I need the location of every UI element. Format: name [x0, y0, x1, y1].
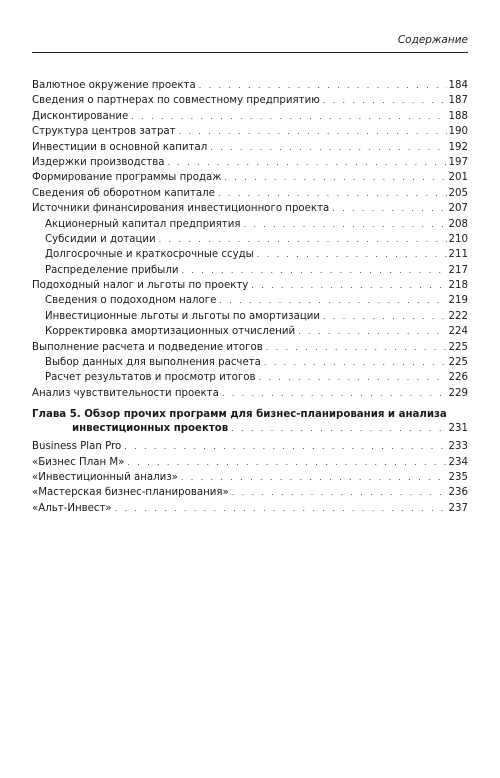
- toc-entry-title: «Альт-Инвест»: [32, 502, 112, 514]
- dot-leader: [232, 485, 447, 500]
- toc-entry-title: Business Plan Pro: [32, 441, 122, 453]
- toc-entry-title: Распределение прибыли: [45, 264, 179, 276]
- toc-entry-title: Корректировка амортизационных отчислений: [45, 326, 296, 338]
- toc-entry[interactable]: [32, 370, 468, 385]
- toc-entry[interactable]: [32, 155, 468, 170]
- toc-entry-title: «Инвестиционный анализ»: [32, 471, 178, 483]
- dot-leader: [159, 232, 447, 247]
- toc-entry[interactable]: [32, 501, 468, 516]
- toc-entry-page-number: 237: [448, 502, 468, 514]
- toc-entry[interactable]: [32, 170, 468, 185]
- toc-entry-page-number: 210: [448, 233, 468, 245]
- toc-entry-title: Сведения о партнерах по совместному предприятию: [32, 95, 320, 107]
- chapter-title-line1: Глава 5. Обзор прочих программ для бизнес-планирования и анализа: [32, 409, 447, 421]
- toc-entry-title: Сведения об оборотном капитале: [32, 187, 215, 199]
- toc-entry-page-number: 201: [448, 172, 468, 184]
- toc-entry[interactable]: [32, 355, 468, 370]
- dot-leader: [127, 455, 446, 470]
- toc-entry-title: Акционерный капитал предприятия: [45, 218, 241, 230]
- toc-entry-page-number: 205: [448, 187, 468, 199]
- toc-entry-page-number: 197: [448, 156, 468, 168]
- toc-section-before: [32, 78, 468, 401]
- dot-leader: [222, 386, 447, 401]
- page-header: [32, 34, 468, 54]
- toc-entry[interactable]: [32, 263, 468, 278]
- toc-entry-page-number: 234: [448, 456, 468, 468]
- toc-entry[interactable]: [32, 186, 468, 201]
- toc-entry-page-number: 184: [448, 80, 468, 91]
- toc-entry-page-number: 222: [448, 310, 468, 322]
- table-of-contents: [32, 78, 468, 516]
- toc-entry-page-number: 192: [448, 141, 468, 153]
- toc-entry-page-number: 188: [448, 110, 468, 122]
- dot-leader: [210, 140, 446, 155]
- dot-leader: [224, 170, 446, 185]
- toc-entry-title: Сведения о подоходном налоге: [45, 295, 217, 307]
- dot-leader: [199, 78, 447, 93]
- toc-entry[interactable]: [32, 124, 468, 139]
- toc-section-after: [32, 439, 468, 516]
- dot-leader: [167, 155, 446, 170]
- dot-leader: [266, 340, 447, 355]
- toc-entry[interactable]: [32, 324, 468, 339]
- toc-entry-page-number: 225: [448, 341, 468, 353]
- toc-entry-page-number: 229: [448, 387, 468, 399]
- toc-entry[interactable]: [32, 201, 468, 216]
- toc-entry-title: Субсидии и дотации: [45, 233, 156, 245]
- toc-entry-title: Структура центров затрат: [32, 126, 176, 138]
- toc-entry-page-number: 235: [448, 471, 468, 483]
- dot-leader: [115, 501, 447, 516]
- toc-entry-page-number: 225: [448, 357, 468, 369]
- toc-entry-page-number: 233: [448, 441, 468, 453]
- toc-entry-page-number: 211: [448, 249, 468, 261]
- chapter-page-number: 231: [448, 422, 468, 434]
- toc-entry[interactable]: [32, 439, 468, 454]
- toc-entry-title: Выполнение расчета и подведение итогов: [32, 341, 263, 353]
- dot-leader: [298, 324, 446, 339]
- toc-entry-page-number: 219: [448, 295, 468, 307]
- toc-entry-page-number: 207: [448, 203, 468, 215]
- toc-entry[interactable]: [32, 78, 468, 93]
- dot-leader: [181, 470, 447, 485]
- toc-entry-title: Выбор данных для выполнения расчета: [45, 357, 261, 369]
- dot-leader: [332, 201, 446, 216]
- toc-entry[interactable]: [32, 293, 468, 308]
- toc-entry-title: «Бизнес План М»: [32, 456, 125, 468]
- toc-entry[interactable]: [32, 386, 468, 401]
- toc-entry-title: «Мастерская бизнес-планирования»: [32, 487, 229, 499]
- toc-entry-page-number: 218: [448, 280, 468, 292]
- header-rule: [32, 52, 468, 53]
- toc-entry-title: Издержки производства: [32, 156, 165, 168]
- dot-leader: [257, 247, 447, 262]
- dot-leader: [179, 124, 447, 139]
- dot-leader: [218, 186, 447, 201]
- toc-entry-title: Расчет результатов и просмотр итогов: [45, 372, 256, 384]
- dot-leader: [181, 263, 446, 278]
- dot-leader: [219, 293, 446, 308]
- toc-entry-page-number: 236: [448, 487, 468, 499]
- toc-entry[interactable]: [32, 93, 468, 108]
- toc-entry[interactable]: [32, 485, 468, 500]
- dot-leader: [231, 422, 446, 436]
- dot-leader: [243, 217, 446, 232]
- dot-leader: [124, 439, 446, 454]
- toc-entry[interactable]: [32, 247, 468, 262]
- toc-entry[interactable]: [32, 217, 468, 232]
- toc-entry-title: Формирование программы продаж: [32, 172, 222, 184]
- toc-entry-title: Инвестиционные льготы и льготы по амортизации: [45, 310, 321, 322]
- toc-entry-title: Долгосрочные и краткосрочные ссуды: [45, 249, 254, 261]
- running-header-title: Содержание: [397, 34, 468, 46]
- toc-entry-title: Дисконтирование: [32, 110, 129, 122]
- toc-entry-title: Подоходный налог и льготы по проекту: [32, 280, 249, 292]
- toc-entry-page-number: 187: [448, 95, 468, 107]
- toc-entry-page-number: 226: [448, 372, 468, 384]
- dot-leader: [259, 370, 447, 385]
- toc-entry[interactable]: [32, 470, 468, 485]
- toc-entry[interactable]: [32, 232, 468, 247]
- toc-entry-title: Инвестиции в основной капитал: [32, 141, 208, 153]
- dot-leader: [323, 93, 447, 108]
- chapter-title-line2: инвестиционных проектов: [72, 422, 229, 434]
- toc-entry-page-number: 224: [448, 326, 468, 338]
- toc-entry-title: Валютное окружение проекта: [32, 80, 196, 91]
- toc-entry[interactable]: [32, 109, 468, 124]
- toc-entry[interactable]: [32, 309, 468, 324]
- toc-entry-title: Источники финансирования инвестиционного проекта: [32, 203, 330, 215]
- dot-leader: [251, 278, 446, 293]
- dot-leader: [264, 355, 447, 370]
- toc-entry-page-number: 190: [448, 126, 468, 138]
- toc-entry[interactable]: [32, 140, 468, 155]
- toc-entry[interactable]: [32, 455, 468, 470]
- chapter-heading: [32, 408, 468, 435]
- chapter-title-row2: [32, 422, 468, 436]
- toc-entry-page-number: 217: [448, 264, 468, 276]
- toc-entry[interactable]: [32, 340, 468, 355]
- toc-entry[interactable]: [32, 278, 468, 293]
- dot-leader: [323, 309, 447, 324]
- dot-leader: [131, 109, 446, 124]
- toc-entry-title: Анализ чувствительности проекта: [32, 387, 219, 399]
- toc-entry-page-number: 208: [448, 218, 468, 230]
